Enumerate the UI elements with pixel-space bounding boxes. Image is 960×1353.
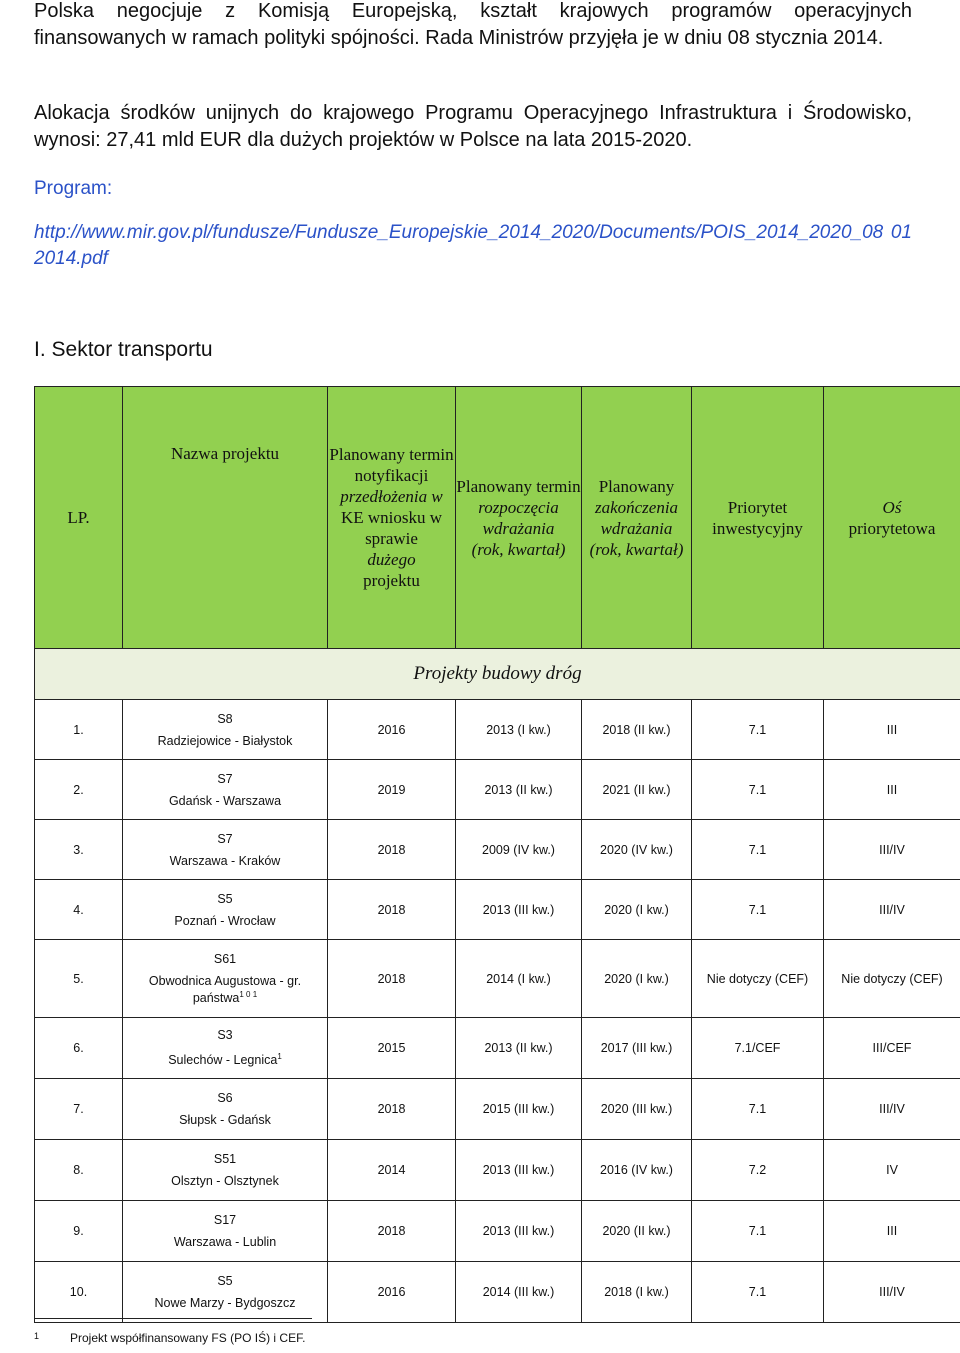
road-code: S5 — [217, 1274, 233, 1288]
cell-end: 2020 (III kw.) — [582, 1079, 692, 1140]
road-route: Słupsk - Gdańsk — [179, 1113, 271, 1127]
group-row — [35, 649, 960, 700]
section-heading: I. Sektor transportu — [34, 338, 213, 361]
road-code: S6 — [217, 1091, 233, 1105]
cell-axis: III/IV — [824, 1262, 960, 1323]
cell-priority: 7.1 — [692, 760, 824, 820]
road-route: Warszawa - Kraków — [169, 853, 281, 868]
cell-start: 2013 (II kw.) — [456, 1018, 582, 1079]
table-header-row — [35, 387, 960, 649]
cell-lp: 1. — [35, 700, 123, 760]
intro-paragraph-2: Alokacja środków unijnych do krajowego Programu Operacyjnego Infrastruktura i Środowisko, wynosi: 27,41 mld EUR dla dużych projektów w Polsce na lata 2015-2020. — [34, 102, 912, 151]
table-row — [35, 940, 960, 1018]
cell-lp: 4. — [35, 880, 123, 940]
cell-priority: 7.1 — [692, 700, 824, 760]
cell-lp: 8. — [35, 1140, 123, 1201]
table-row — [35, 820, 960, 880]
cell-notification-year: 2016 — [328, 700, 456, 760]
header-priority: Priorytet inwestycyjny — [692, 387, 824, 649]
cell-priority: 7.1 — [692, 820, 824, 880]
cell-lp: 5. — [35, 940, 123, 1018]
footnote-text: Projekt współfinansowany FS (PO IŚ) i CEF. — [70, 1331, 306, 1345]
road-code: S17 — [213, 1213, 237, 1227]
cell-end: 2020 (I kw.) — [582, 880, 692, 940]
road-code: S7 — [217, 771, 233, 786]
cell-project — [123, 880, 328, 940]
projects-table — [34, 386, 960, 1323]
table-body — [35, 700, 960, 1323]
program-link[interactable]: http://www.mir.gov.pl/fundusze/Fundusze_Europejskie_2014_2020/Documents/POIS_2014_2020_08 012014.pdf — [34, 222, 912, 269]
cell-axis: III/CEF — [824, 1018, 960, 1079]
cell-start: 2015 (III kw.) — [456, 1079, 582, 1140]
cell-lp: 10. — [35, 1262, 123, 1323]
cell-project — [123, 1262, 328, 1323]
footnote-ref: 1 0 1 — [239, 989, 258, 999]
road-code: S61 — [213, 951, 237, 966]
cell-project — [123, 940, 328, 1018]
cell-end: 2020 (I kw.) — [582, 940, 692, 1018]
road-code: S7 — [217, 831, 233, 846]
header-start-text-italic-2: (rok, kwartał) — [471, 539, 566, 559]
cell-notification-year: 2016 — [328, 1262, 456, 1323]
cell-axis: III/IV — [824, 1079, 960, 1140]
cell-priority: 7.1 — [692, 1201, 824, 1262]
cell-priority: Nie dotyczy (CEF) — [692, 940, 824, 1018]
footnote-divider — [34, 1318, 312, 1319]
road-route: Warszawa - Lublin — [173, 1235, 277, 1249]
cell-priority: 7.1 — [692, 1079, 824, 1140]
table-row — [35, 1262, 960, 1323]
road-code: S51 — [213, 1152, 237, 1166]
program-label: Program: — [34, 178, 113, 199]
header-axis-text: priorytetowa — [848, 518, 936, 538]
cell-start: 2013 (I kw.) — [456, 700, 582, 760]
header-notification-term — [328, 387, 456, 649]
footnote-mark: 1 — [34, 1331, 40, 1341]
footnote-ref: 1 — [277, 1052, 282, 1062]
cell-end: 2016 (IV kw.) — [582, 1140, 692, 1201]
header-start-term — [456, 387, 582, 649]
cell-notification-year: 2014 — [328, 1140, 456, 1201]
cell-end: 2020 (II kw.) — [582, 1201, 692, 1262]
cell-end: 2017 (III kw.) — [582, 1018, 692, 1079]
group-title: Projekty budowy dróg — [35, 649, 960, 700]
cell-project — [123, 820, 328, 880]
cell-priority: 7.1 — [692, 1262, 824, 1323]
road-route: Obwodnica Augustowa - gr. państwa — [148, 973, 302, 1006]
cell-start: 2013 (III kw.) — [456, 880, 582, 940]
cell-axis: III/IV — [824, 820, 960, 880]
cell-lp: 3. — [35, 820, 123, 880]
road-route: Olsztyn - Olsztynek — [171, 1174, 279, 1188]
cell-start: 2009 (IV kw.) — [456, 820, 582, 880]
cell-lp: 9. — [35, 1201, 123, 1262]
table-row — [35, 760, 960, 820]
road-code: S8 — [217, 711, 233, 726]
road-route: Gdańsk - Warszawa — [168, 793, 282, 808]
cell-start: 2013 (III kw.) — [456, 1201, 582, 1262]
table-row — [35, 1079, 960, 1140]
cell-axis: III/IV — [824, 880, 960, 940]
road-route: Nowe Marzy - Bydgoszcz — [154, 1296, 296, 1310]
cell-end: 2021 (II kw.) — [582, 760, 692, 820]
cell-end: 2020 (IV kw.) — [582, 820, 692, 880]
cell-project — [123, 1201, 328, 1262]
cell-axis: Nie dotyczy (CEF) — [824, 940, 960, 1018]
cell-start: 2014 (I kw.) — [456, 940, 582, 1018]
cell-start: 2013 (III kw.) — [456, 1140, 582, 1201]
cell-axis: III — [824, 1201, 960, 1262]
table-row — [35, 1201, 960, 1262]
road-code: S5 — [217, 891, 233, 906]
cell-start: 2014 (III kw.) — [456, 1262, 582, 1323]
cell-start: 2013 (II kw.) — [456, 760, 582, 820]
cell-project — [123, 1018, 328, 1079]
cell-notification-year: 2019 — [328, 760, 456, 820]
table-row — [35, 700, 960, 760]
road-code: S3 — [217, 1028, 233, 1043]
cell-axis: III — [824, 760, 960, 820]
header-end-text-italic: zakończenia wdrażania — [594, 497, 679, 538]
header-project-name: Nazwa projektu — [123, 387, 328, 649]
header-notif-text-3: projektu — [363, 571, 420, 590]
intro-paragraph-1: Polska negocjuje z Komisją Europejską, kształt krajowych programów operacyjnych finansowanych w ramach polityki spójności. Rada Ministrów przyjęła je w dniu 08 stycznia 2014. — [34, 0, 912, 49]
header-notif-text-2: KE wniosku w sprawie — [340, 508, 443, 548]
header-notif-text: Planowany termin notyfikacji — [329, 445, 454, 485]
table-row — [35, 1140, 960, 1201]
cell-lp: 6. — [35, 1018, 123, 1079]
cell-project — [123, 1140, 328, 1201]
header-notif-text-italic: przedłożenia w — [340, 487, 443, 506]
cell-notification-year: 2018 — [328, 880, 456, 940]
header-lp: LP. — [35, 387, 123, 649]
cell-project — [123, 1079, 328, 1140]
cell-end: 2018 (II kw.) — [582, 700, 692, 760]
cell-project — [123, 700, 328, 760]
cell-end: 2018 (I kw.) — [582, 1262, 692, 1323]
cell-lp: 2. — [35, 760, 123, 820]
road-route: Poznań - Wrocław — [174, 913, 276, 928]
cell-axis: III — [824, 700, 960, 760]
road-route: Radziejowice - Białystok — [157, 733, 293, 748]
footnote — [34, 1331, 305, 1345]
header-axis — [824, 387, 960, 649]
road-route: Sulechów - Legnica — [168, 1053, 278, 1068]
cell-notification-year: 2018 — [328, 1201, 456, 1262]
cell-notification-year: 2018 — [328, 820, 456, 880]
cell-priority: 7.1 — [692, 880, 824, 940]
cell-project — [123, 760, 328, 820]
header-start-text: Planowany termin — [456, 476, 581, 496]
cell-priority: 7.1/CEF — [692, 1018, 824, 1079]
cell-axis: IV — [824, 1140, 960, 1201]
cell-notification-year: 2018 — [328, 940, 456, 1018]
cell-lp: 7. — [35, 1079, 123, 1140]
table-row — [35, 1018, 960, 1079]
header-end-text-italic-2: (rok, kwartał) — [589, 539, 684, 559]
header-notif-text-italic-2: dużego — [367, 550, 416, 569]
table-row — [35, 880, 960, 940]
header-start-text-italic: rozpoczęcia wdrażania — [478, 497, 559, 538]
cell-priority: 7.2 — [692, 1140, 824, 1201]
cell-notification-year: 2018 — [328, 1079, 456, 1140]
header-end-term — [582, 387, 692, 649]
header-end-text: Planowany — [598, 476, 675, 496]
header-axis-text-italic: Oś — [882, 497, 902, 517]
cell-notification-year: 2015 — [328, 1018, 456, 1079]
